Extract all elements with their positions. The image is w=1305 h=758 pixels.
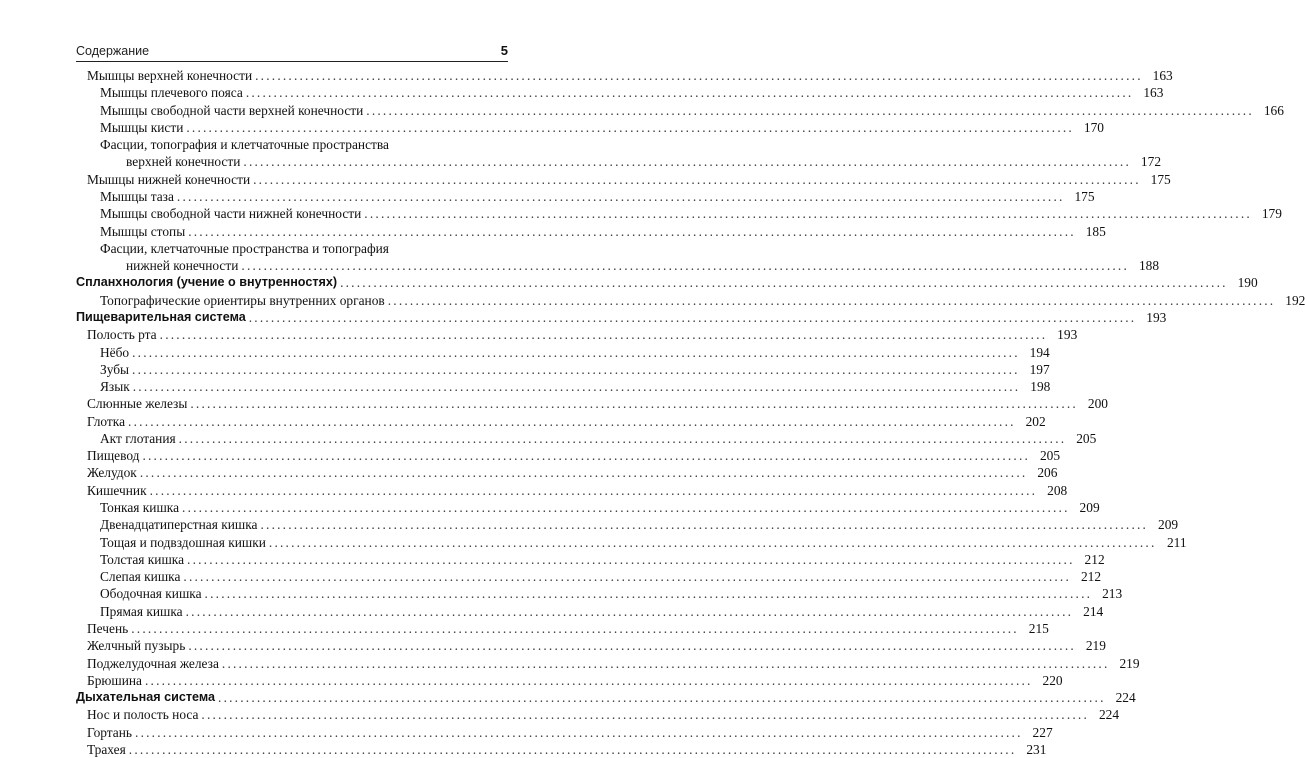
toc-entry [76,464,1058,481]
toc-entry [76,171,1171,188]
toc-entry-page: 166 [1263,102,1284,118]
toc-entry-title: Мышцы нижней конечности [87,171,251,187]
toc-entry [76,309,1167,326]
dot-leader: ................................................................................................................................................................ [364,206,1252,222]
toc-entry [76,205,1282,222]
dot-leader: ................................................................................................................................................................ [159,327,1048,343]
toc-entry-page: 214 [1083,603,1104,619]
toc-entry-title: Тощая и подвздошная кишки [100,534,266,550]
dot-leader: ................................................................................................................................................................ [255,68,1143,83]
dot-leader: ................................................................................................................................................................ [241,258,1130,274]
toc-entry-title: Трахея [87,741,126,757]
dot-leader: ................................................................................................................................................................ [204,586,1093,602]
toc-entry [76,240,1160,275]
toc-entry-title: Поджелудочная железа [87,655,219,671]
dot-leader: ................................................................................................................................................................ [245,85,1134,101]
toc-entry-page: 179 [1261,206,1282,222]
running-header [76,36,508,58]
toc-entry-page: 175 [1074,188,1095,204]
toc-entry [76,516,1179,533]
dot-leader: ................................................................................................................................................................ [132,361,1020,377]
toc-entry-title: Нос и полость носа [87,707,199,723]
toc-entry-page: 172 [1140,154,1162,170]
toc-entry-page: 220 [1042,672,1063,688]
toc-entry [76,689,1136,706]
dot-leader: ................................................................................................................................................................ [260,517,1149,533]
toc-entry [76,136,1162,171]
toc-entry [76,223,1106,240]
dot-leader: ................................................................................................................................................................ [218,690,1106,706]
toc-entry-title: нижней конечности [126,258,239,274]
dot-leader: ................................................................................................................................................................ [178,430,1067,446]
table-of-contents [76,67,1305,758]
toc-entry-page: 163 [1143,85,1164,101]
toc-entry-title: Ободочная кишка [100,586,202,602]
toc-entry-page: 212 [1084,551,1105,567]
toc-entry-page: 185 [1085,223,1106,239]
toc-entry [76,430,1097,447]
dot-leader: ................................................................................................................................................................ [139,465,1028,481]
toc-entry-page: 200 [1087,396,1108,412]
toc-entry-title: Слепая кишка [100,569,181,585]
toc-entry-page: 202 [1025,413,1046,429]
toc-entry [76,395,1108,412]
toc-entry [76,551,1105,568]
toc-entry-title: Пищевод [87,448,140,464]
dot-leader: ................................................................................................................................................................ [221,655,1110,671]
dot-leader: ................................................................................................................................................................ [183,569,1072,585]
toc-entry-page: 219 [1085,638,1106,654]
page-number: 5 [500,43,508,58]
toc-entry-page: 206 [1037,465,1058,481]
dot-leader: ................................................................................................................................................................ [142,448,1031,464]
toc-entry-page: 219 [1119,655,1140,671]
toc-entry-title: Акт глотания [100,430,176,446]
toc-entry-title: Зубы [100,361,130,377]
toc-entry [76,292,1305,309]
toc-entry-title: Дыхательная система [76,690,216,705]
toc-entry-title: Желудок [87,465,137,481]
toc-entry-page: 193 [1146,309,1167,325]
toc-entry [76,603,1104,620]
toc-entry-page: 224 [1115,690,1136,706]
toc-entry-title: Печень [87,621,129,636]
dot-leader: ................................................................................................................................................................ [243,154,1132,170]
toc-entry-page: 188 [1138,258,1160,274]
toc-entry-title: Желчный пузырь [87,638,186,654]
dot-leader: ................................................................................................................................................................ [144,672,1033,688]
dot-leader: ................................................................................................................................................................ [149,482,1038,498]
toc-entry-page: 190 [1237,275,1258,291]
toc-entry [76,585,1123,602]
toc-entry [76,413,1046,430]
dot-leader: ................................................................................................................................................................ [188,223,1076,239]
dot-leader: ................................................................................................................................................................ [387,292,1276,308]
toc-entry-page: 213 [1102,586,1123,602]
dot-leader: ................................................................................................................................................................ [248,309,1137,325]
toc-entry [76,499,1100,516]
toc-entry-page: 198 [1030,379,1051,395]
toc-entry [76,344,1050,361]
dot-leader: ................................................................................................................................................................ [253,171,1141,187]
toc-entry [76,119,1104,136]
toc-entry [76,534,1187,551]
dot-leader: ................................................................................................................................................................ [128,741,1017,757]
dot-leader: ................................................................................................................................................................ [182,500,1070,516]
toc-entry-page: 224 [1098,707,1120,723]
toc-entry-title: Спланхнология (учение о внутренностях) [76,275,338,290]
toc-entry-page: 211 [1166,534,1187,550]
toc-entry-title: Тонкая кишка [100,500,180,516]
dot-leader: ................................................................................................................................................................ [185,603,1074,619]
dot-leader: ................................................................................................................................................................ [187,551,1075,567]
toc-entry [76,620,1049,637]
toc-entry-title: Гортань [87,724,133,740]
toc-entry-page: 231 [1026,741,1047,757]
dot-leader: ................................................................................................................................................................ [186,119,1074,135]
toc-entry-title: Топографические ориентиры внутренних органов [100,292,385,308]
toc-entry [76,568,1102,585]
toc-entry [76,102,1284,119]
toc-entry [76,724,1053,741]
toc-entry-page: 175 [1150,171,1171,187]
toc-entry [76,84,1164,101]
toc-entry [76,741,1047,758]
toc-entry-page: 170 [1083,119,1104,135]
toc-entry-title: Прямая кишка [100,603,183,619]
toc-entry-page: 212 [1080,569,1102,585]
toc-entry-title: Двенадцатиперстная кишка [100,517,258,533]
dot-leader: ................................................................................................................................................................ [132,344,1020,360]
toc-entry-title: Слюнные железы [87,396,188,412]
toc-entry [76,361,1050,378]
toc-entry [76,447,1061,464]
section-title: Содержание [76,44,150,58]
toc-entry-page: 205 [1039,448,1061,464]
toc-entry-page: 163 [1152,68,1173,83]
toc-entry-title: Мышцы кисти [100,119,184,135]
toc-entry-page: 209 [1079,500,1100,516]
toc-entry-title-line: Фасции, клетчаточные пространства и топография [100,240,389,256]
toc-entry-title-line: Фасции, топография и клетчаточные пространства [100,137,389,153]
toc-entry [76,706,1120,723]
toc-entry-page: 208 [1047,482,1068,498]
toc-entry [76,188,1095,205]
toc-entry-title: Полость рта [87,327,157,343]
toc-entry-title: Толстая кишка [100,551,185,567]
dot-leader: ................................................................................................................................................................ [268,534,1157,550]
toc-entry-page: 227 [1032,724,1053,740]
dot-leader: ................................................................................................................................................................ [176,188,1065,204]
toc-entry-title: Нёбо [100,344,130,360]
dot-leader: ................................................................................................................................................................ [135,724,1023,740]
dot-leader: ................................................................................................................................................................ [188,638,1076,654]
toc-entry-title: Пищеварительная система [76,309,246,324]
dot-leader: ................................................................................................................................................................ [128,413,1016,429]
toc-entry [76,326,1078,343]
toc-entry-page: 192 [1285,292,1305,308]
dot-leader: ................................................................................................................................................................ [132,379,1021,395]
toc-entry-page: 209 [1158,517,1179,533]
dot-leader: ................................................................................................................................................................ [190,396,1078,412]
header-rule [76,61,508,62]
toc-entry [76,655,1140,672]
toc-entry-title: Брюшина [87,672,142,688]
toc-entry-title: Язык [100,379,130,395]
toc-entry [76,672,1063,689]
dot-leader: ................................................................................................................................................................ [201,707,1090,723]
toc-entry [76,274,1258,291]
toc-entry-title: Мышцы верхней конечности [87,68,253,83]
toc-entry [76,482,1068,499]
dot-leader: ................................................................................................................................................................ [131,621,1019,636]
toc-entry-title: Кишечник [87,482,147,498]
toc-entry-page: 197 [1029,361,1050,377]
toc-entry [76,637,1106,654]
toc-entry-page: 205 [1076,430,1097,446]
dot-leader: ................................................................................................................................................................ [340,275,1228,291]
toc-entry-title: Мышцы свободной части верхней конечности [100,102,364,118]
toc-entry [76,378,1051,395]
toc-entry-title: Мышцы плечевого пояса [100,85,243,101]
toc-entry-title: Мышцы стопы [100,223,186,239]
toc-entry [76,67,1173,84]
toc-entry-title: Мышцы таза [100,188,174,204]
toc-entry-title: верхней конечности [126,154,241,170]
toc-entry-title: Глотка [87,413,126,429]
toc-entry-page: 193 [1057,327,1078,343]
toc-entry-page: 215 [1028,621,1049,636]
toc-entry-title: Мышцы свободной части нижней конечности [100,206,362,222]
toc-entry-page: 194 [1029,344,1050,360]
dot-leader: ................................................................................................................................................................ [366,102,1254,118]
